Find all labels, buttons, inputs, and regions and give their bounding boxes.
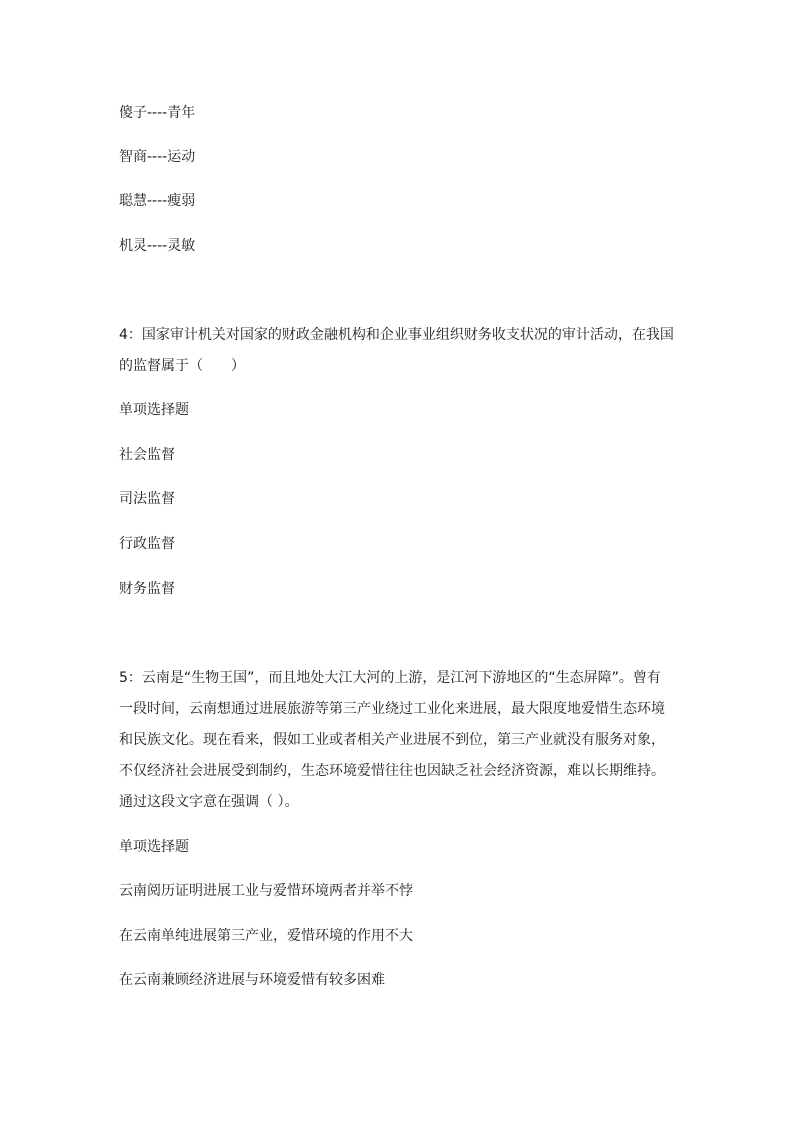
question-stem-line: 和民族文化。现在看来，假如工业或者相关产业进展不到位，第三产业就没有服务对象， <box>119 732 665 748</box>
option-text: 司法监督 <box>119 491 175 507</box>
question-stem-line: 不仅经济社会进展受到制约，生态环境爱惜往往也因缺乏社会经济资源，难以长期维持。 <box>119 763 665 779</box>
option-text: 云南阅历证明进展工业与爱惜环境两者并举不悖 <box>119 883 413 899</box>
question-stem-line: 一段时间，云南想通过进展旅游等第三产业绕过工业化来进展，最大限度地爱惜生态环境 <box>119 701 665 717</box>
option-text: 社会监督 <box>119 447 175 463</box>
option-text: 在云南单纯进展第三产业，爱惜环境的作用不大 <box>119 928 413 944</box>
option-text: 财务监督 <box>119 581 175 597</box>
question-stem-line: 5：云南是“生物王国”，而且地处大江大河的上游，是江河下游地区的“生态屏障”。曾有 <box>119 670 661 686</box>
question-type: 单项选择题 <box>119 839 189 855</box>
question-stem-line: 通过这段文字意在强调（ ）。 <box>119 794 299 810</box>
question-stem-line: 的监督属于（ ） <box>119 358 245 374</box>
option-text: 在云南兼顾经济进展与环境爱惜有较多困难 <box>119 972 385 988</box>
question-type: 单项选择题 <box>119 402 189 418</box>
option-text: 智商----运动 <box>119 149 196 165</box>
question-stem-line: 4：国家审计机关对国家的财政金融机构和企业事业组织财务收支状况的审计活动，在我国 <box>119 327 674 343</box>
option-text: 机灵----灵敏 <box>119 238 196 254</box>
option-text: 行政监督 <box>119 536 175 552</box>
option-text: 聪慧----瘦弱 <box>119 193 196 209</box>
option-text: 傻子----青年 <box>119 105 196 121</box>
